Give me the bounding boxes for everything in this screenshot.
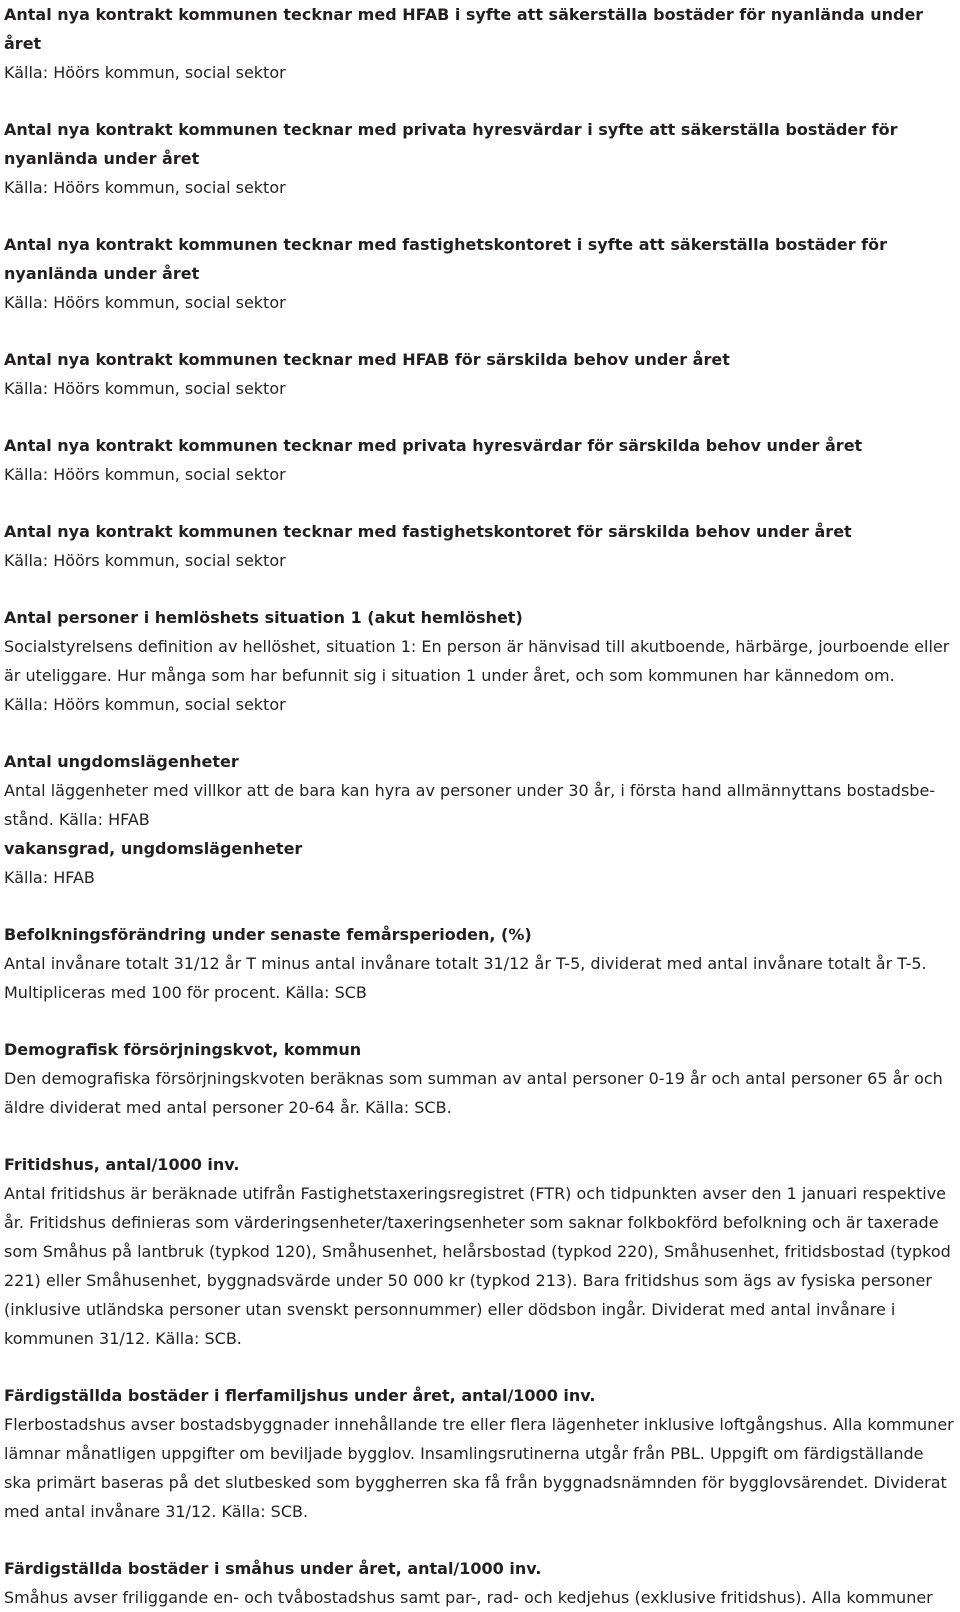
entry-title: Antal nya kontrakt kommunen tecknar med privata hyresvärdar i syfte att säkerställa bostäder för nyanlända under året bbox=[4, 120, 898, 168]
definition-entry bbox=[4, 230, 954, 317]
definition-entry bbox=[4, 920, 954, 1007]
entry-source: Källa: HFAB bbox=[58, 810, 150, 829]
entry-source: Källa: Höörs kommun, social sektor bbox=[4, 293, 286, 312]
entry-source: Källa: SCB. bbox=[155, 1329, 242, 1348]
definition-entry bbox=[4, 834, 954, 892]
entry-source: Källa: Höörs kommun, social sektor bbox=[4, 379, 286, 398]
entry-description-block bbox=[4, 949, 954, 1007]
entry-description-block bbox=[4, 1179, 954, 1353]
entry-source: Källa: Höörs kommun, social sektor bbox=[4, 63, 286, 82]
definition-entry bbox=[4, 115, 954, 202]
definition-entry bbox=[4, 1035, 954, 1122]
definition-entry bbox=[4, 0, 954, 87]
entry-title: Färdigställda bostäder i småhus under året, antal/1000 inv. bbox=[4, 1559, 542, 1578]
entry-title: Befolkningsförändring under senaste femårsperioden, (%) bbox=[4, 925, 532, 944]
definition-entry bbox=[4, 1381, 954, 1526]
entry-title: Antal personer i hemlöshets situation 1 (akut hemlöshet) bbox=[4, 608, 523, 627]
entry-description-block bbox=[4, 1064, 954, 1122]
entry-title: Demografisk försörjningskvot, kommun bbox=[4, 1040, 362, 1059]
entry-source: Källa: SCB. bbox=[365, 1098, 452, 1117]
entry-description-block bbox=[4, 776, 954, 834]
entry-title: Antal nya kontrakt kommunen tecknar med fastighetskontoret i syfte att säkerställa bostäder för nyanlända under året bbox=[4, 235, 887, 283]
entry-title: Fritidshus, antal/1000 inv. bbox=[4, 1155, 240, 1174]
entry-description: Antal fritidshus är beräknade utifrån Fastighetstaxeringsregistret (FTR) och tidpunkten avser den 1 januari respektive år. Fritidshus definieras som värderingsenheter/taxeringsenheter som saknar folkbokförd befolkning och är taxerade som Småhus på lantbruk (typkod 120), Småhusenhet, helårsbostad (typkod 220), Småhusenhet, fritidsbostad (typkod 221) eller Småhusenhet, byggnadsvärde under 50 000 kr (typkod 213). Bara fritidshus som ägs av fysiska personer (inklusive utländska personer utan svenskt personnummer) eller dödsbon ingår. Dividerat med antal invånare i kommunen 31/12. bbox=[4, 1184, 951, 1348]
entry-title: vakansgrad, ungdomslägenheter bbox=[4, 839, 303, 858]
definition-entry bbox=[4, 345, 954, 403]
entry-source: Källa: Höörs kommun, social sektor bbox=[4, 551, 286, 570]
entry-description: Antal läggenheter med villkor att de bara kan hyra av personer under 30 år, i första hand allmännyttans bostadsbestånd. bbox=[4, 781, 936, 829]
entry-description-block bbox=[4, 1410, 954, 1526]
entry-source: Källa: HFAB bbox=[4, 868, 95, 887]
definition-entry bbox=[4, 747, 954, 834]
entry-description: Antal invånare totalt 31/12 år T minus antal invånare totalt 31/12 år T-5, dividerat med antal invånare totalt år T-5. Multipliceras med 100 för procent. bbox=[4, 954, 927, 1002]
definition-entry bbox=[4, 1150, 954, 1353]
definition-entry bbox=[4, 431, 954, 489]
entry-title: Antal nya kontrakt kommunen tecknar med privata hyresvärdar för särskilda behov under året bbox=[4, 436, 863, 455]
entry-title: Antal nya kontrakt kommunen tecknar med HFAB i syfte att säkerställa bostäder för nyanlända under året bbox=[4, 5, 924, 53]
entry-title: Antal nya kontrakt kommunen tecknar med HFAB för särskilda behov under året bbox=[4, 350, 730, 369]
entry-source: Källa: Höörs kommun, social sektor bbox=[4, 178, 286, 197]
entry-source: Källa: SCB bbox=[285, 983, 367, 1002]
entry-source: Källa: Höörs kommun, social sektor bbox=[4, 465, 286, 484]
entry-source: Källa: SCB. bbox=[221, 1502, 309, 1521]
entry-description: Småhus avser friliggande en- och tvåbostadshus samt par-, rad- och kedjehus (exklusive fritidshus). Alla kommuner bbox=[4, 1588, 933, 1607]
entry-title: Färdigställda bostäder i flerfamiljshus under året, antal/1000 inv. bbox=[4, 1386, 596, 1405]
entry-description: Flerbostadshus avser bostadsbyggnader innehållande tre eller flera lägenheter inklusive loftgångshus. Alla kommuner lämnar månatligen uppgifter om beviljade bygglov. Insamlingsrutinerna utgår från PBL. Uppgift om färdigställande ska primärt baseras på det slutbesked som byggherren ska få från byggnadsnämnden för bygglovsärendet. Dividerat med antal invånare 31/12. bbox=[4, 1415, 954, 1521]
entry-description: Socialstyrelsens definition av hellöshet, situation 1: En person är hänvisad till akutboende, härbärge, jourboende eller är uteliggare. Hur många som har befunnit sig i situation 1 under året, och som kommunen har kännedom om. bbox=[4, 637, 950, 685]
entry-description: Den demografiska försörjningskvoten beräknas som summan av antal personer 0-19 år och antal personer 65 år och äldre dividerat med antal personer 20-64 år. bbox=[4, 1069, 943, 1117]
entry-source: Källa: Höörs kommun, social sektor bbox=[4, 695, 286, 714]
definition-entry bbox=[4, 603, 954, 719]
entry-title: Antal nya kontrakt kommunen tecknar med fastighetskontoret för särskilda behov under året bbox=[4, 522, 852, 541]
definition-entry bbox=[4, 1554, 954, 1612]
definition-entry bbox=[4, 517, 954, 575]
entry-title: Antal ungdomslägenheter bbox=[4, 752, 239, 771]
